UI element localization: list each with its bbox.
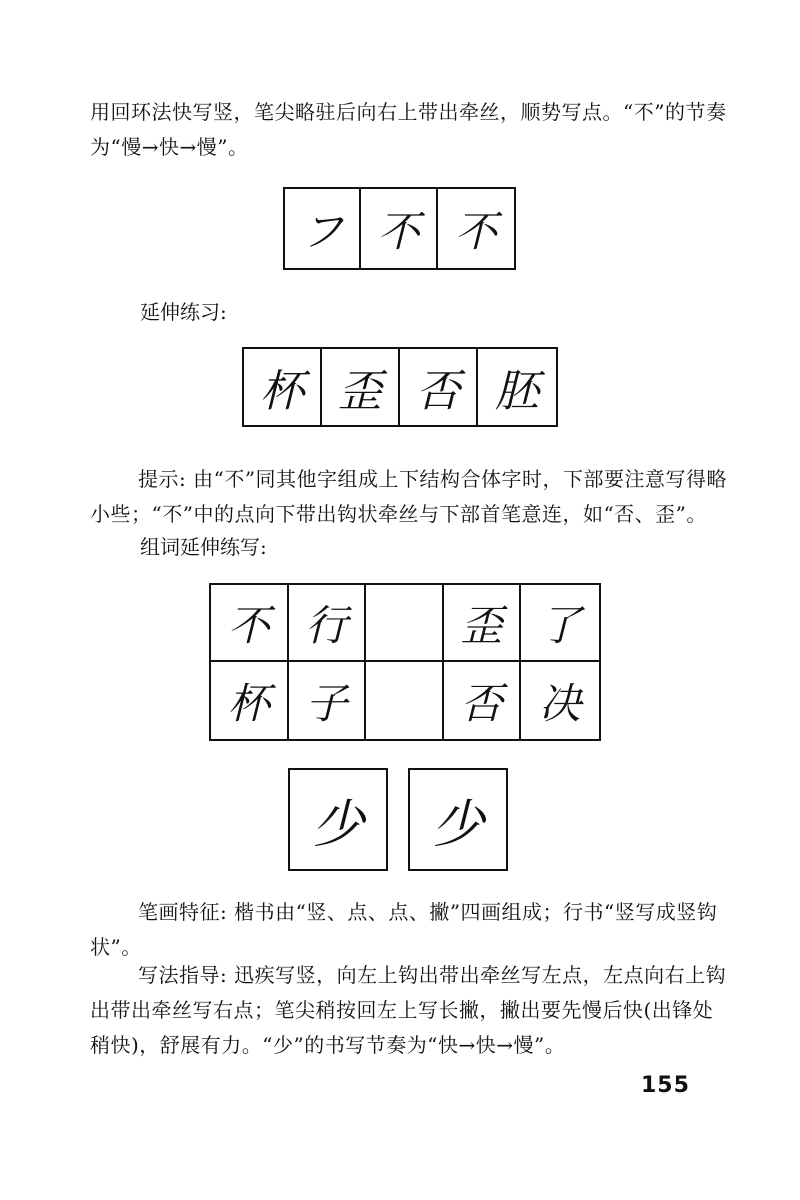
intro-paragraph: 用回环法快写竖，笔尖略驻后向右上带出牵丝，顺势写点。“不”的节奏为“慢→快→慢”。 (90, 100, 727, 159)
writing-guide-paragraph: 写法指导: 迅疾写竖，向左上钩出带出牵丝写左点，左点向右上钩出带出牵丝写右点；笔尖稍按回左上写长撇，撇出要先慢后快(出锋处稍快)，舒展有力。“少”的书写节奏为“快→快→慢”。 (90, 963, 727, 1057)
word-practice-cell: 杯 (211, 662, 289, 739)
stroke-sequence-cell: フ (285, 189, 361, 268)
shao-example-box: 少 (288, 768, 388, 871)
extension-character-cell: 胚 (495, 366, 539, 417)
word-practice-cell: 否 (444, 662, 522, 739)
word-practice-cell: 行 (289, 585, 367, 662)
word-practice-cell: 子 (289, 662, 367, 739)
word-practice-cell: 歪 (444, 585, 522, 662)
word-practice-cell (366, 585, 444, 662)
extension-character-cell: 否 (400, 349, 478, 425)
stroke-sequence-cell: 不 (361, 189, 437, 268)
extension-practice-label: 延伸练习: (140, 300, 227, 324)
word-practice-cell (366, 662, 444, 739)
stroke-sequence-grid (283, 187, 516, 270)
page-number: 155 (641, 1073, 690, 1098)
word-practice-grid (209, 583, 601, 741)
stroke-sequence-cell: 不 (454, 206, 497, 256)
word-practice-cell: 了 (521, 585, 599, 662)
stroke-features-paragraph: 笔画特征: 楷书由“竖、点、点、撇”四画组成；行书“竖写成竖钩状”。 (90, 900, 718, 959)
word-practice-label: 组词延伸练写: (140, 535, 267, 559)
word-practice-cell: 决 (539, 678, 582, 728)
word-practice-cell: 不 (211, 585, 289, 662)
extension-character-cell: 杯 (244, 349, 322, 425)
extension-character-cell: 歪 (322, 349, 400, 425)
extension-practice-grid (242, 347, 558, 427)
tip-paragraph: 提示: 由“不”同其他字组成上下结构合体字时，下部要注意写得略小些；“不”中的点向下带出钩状牵丝与下部首笔意连，如“否、歪”。 (90, 467, 728, 526)
shao-example-box: 少 (408, 768, 508, 871)
